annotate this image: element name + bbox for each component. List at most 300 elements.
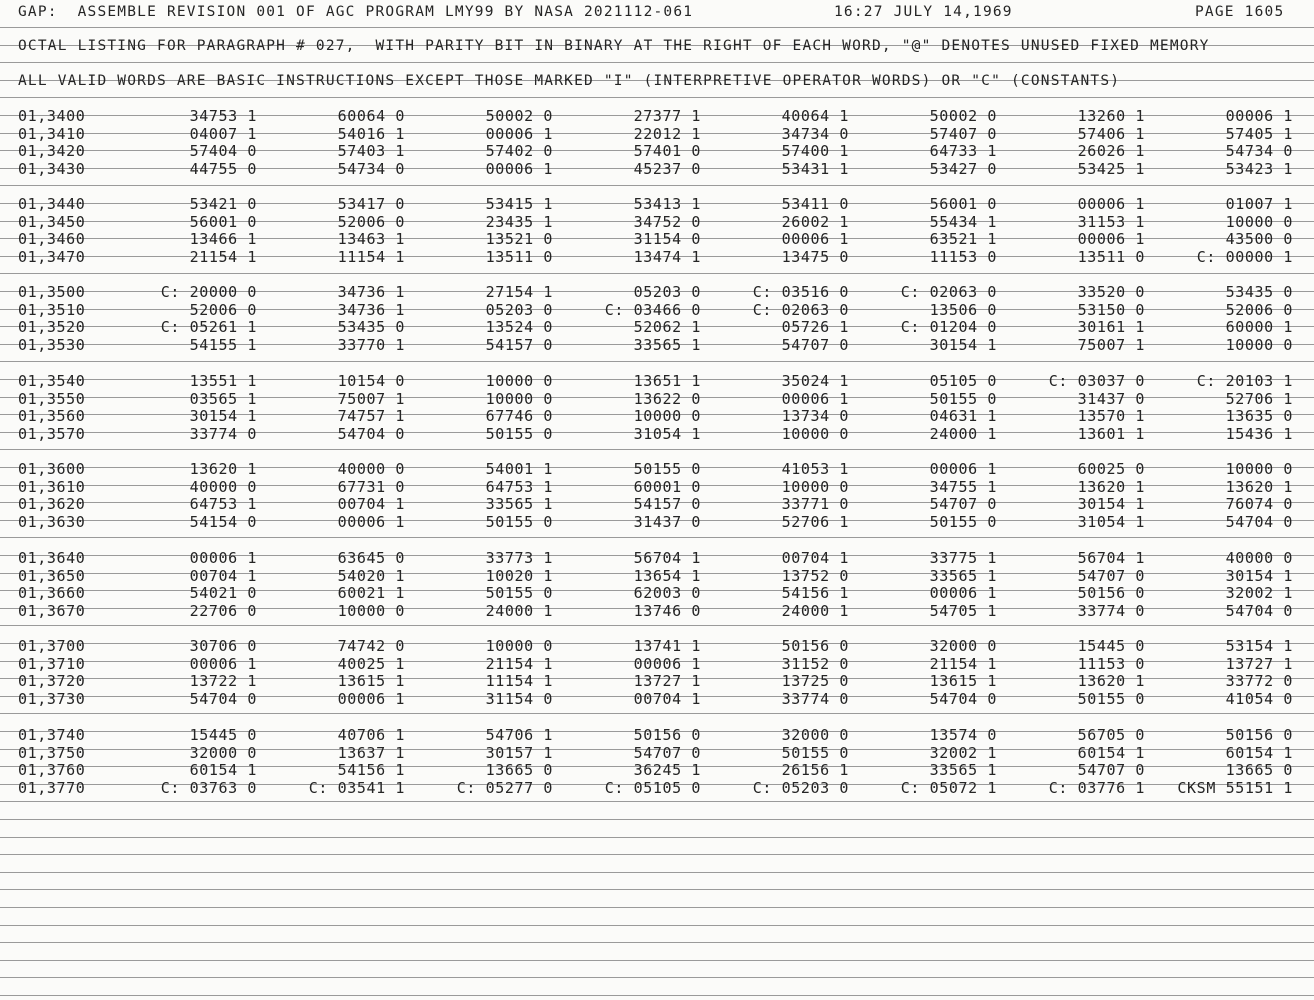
listing-word: 33775 1 — [929, 549, 997, 567]
listing-word: 40025 1 — [337, 655, 405, 673]
listing-word: 34752 0 — [633, 213, 701, 231]
listing-word: 53435 0 — [337, 318, 405, 336]
listing-word: 13601 1 — [1077, 425, 1145, 443]
listing-word: 60064 0 — [337, 107, 405, 125]
listing-word: 00006 1 — [485, 125, 553, 143]
listing-word: 54704 0 — [189, 690, 257, 708]
listing-word: 50155 0 — [1077, 690, 1145, 708]
listing-word: 10000 0 — [485, 637, 553, 655]
listing-word: 54707 0 — [929, 495, 997, 513]
listing-word: 50155 0 — [485, 425, 553, 443]
listing-address: 01,3650 — [18, 567, 86, 585]
listing-word: 33770 1 — [337, 336, 405, 354]
listing-word: 32002 1 — [929, 744, 997, 762]
listing-address: 01,3460 — [18, 230, 86, 248]
listing-word: C: 03466 0 — [604, 301, 701, 319]
listing-address: 01,3720 — [18, 672, 86, 690]
listing-word: 53413 1 — [633, 195, 701, 213]
listing-word: 54707 0 — [633, 744, 701, 762]
listing-word: 31153 1 — [1077, 213, 1145, 231]
paper-rule — [0, 995, 1314, 996]
header-title: GAP: ASSEMBLE REVISION 001 OF AGC PROGRAM LMY99 BY NASA 2021112-061 — [18, 4, 694, 20]
listing-address: 01,3630 — [18, 513, 86, 531]
listing-word: 50155 0 — [929, 390, 997, 408]
listing-word: 63645 0 — [337, 549, 405, 567]
listing-word: 50156 0 — [1225, 726, 1293, 744]
listing-word: C: 05277 0 — [456, 779, 553, 797]
listing-word: 57405 1 — [1225, 125, 1293, 143]
listing-word: 13734 0 — [781, 407, 849, 425]
header-notes: ALL VALID WORDS ARE BASIC INSTRUCTIONS EXCEPT THOSE MARKED "I" (INTERPRETIVE OPERATOR WORDS) OR "C" (CONSTANTS) — [18, 73, 1121, 89]
listing-address: 01,3410 — [18, 125, 86, 143]
listing-word: C: 03541 1 — [308, 779, 405, 797]
listing-word: 74742 0 — [337, 637, 405, 655]
listing-word: 00704 1 — [633, 690, 701, 708]
listing-word: 27377 1 — [633, 107, 701, 125]
listing-word: 04631 1 — [929, 407, 997, 425]
listing-word: 56001 0 — [189, 213, 257, 231]
listing-word: 05726 1 — [781, 318, 849, 336]
listing-word: 64733 1 — [929, 142, 997, 160]
paper-rule — [0, 907, 1314, 908]
listing-word: 10000 0 — [1225, 336, 1293, 354]
listing-word: 31437 0 — [633, 513, 701, 531]
listing-word: C: 02063 0 — [900, 283, 997, 301]
listing-word: 34755 1 — [929, 478, 997, 496]
listing-word: 35024 1 — [781, 372, 849, 390]
listing-address: 01,3510 — [18, 301, 86, 319]
listing-word: 30154 1 — [189, 407, 257, 425]
listing-word: 13570 1 — [1077, 407, 1145, 425]
listing-word: 60154 1 — [1077, 744, 1145, 762]
listing-address: 01,3660 — [18, 584, 86, 602]
listing-word: 21154 1 — [485, 655, 553, 673]
listing-word: 30157 1 — [485, 744, 553, 762]
listing-word: 57403 1 — [337, 142, 405, 160]
listing-word: 60000 1 — [1225, 318, 1293, 336]
listing-word: 33772 0 — [1225, 672, 1293, 690]
listing-address: 01,3530 — [18, 336, 86, 354]
listing-word: 62003 0 — [633, 584, 701, 602]
paper-rule — [0, 537, 1314, 538]
listing-word: 11153 0 — [929, 248, 997, 266]
listing-address: 01,3440 — [18, 195, 86, 213]
listing-word: 52006 0 — [1225, 301, 1293, 319]
listing-address: 01,3500 — [18, 283, 86, 301]
paper-rule — [0, 625, 1314, 626]
listing-word: 53421 0 — [189, 195, 257, 213]
listing-word: 50002 0 — [929, 107, 997, 125]
listing-word: 13665 0 — [485, 761, 553, 779]
listing-word: 13722 1 — [189, 672, 257, 690]
listing-address: 01,3550 — [18, 390, 86, 408]
listing-word: 13620 1 — [1225, 478, 1293, 496]
listing-word: 00006 1 — [189, 655, 257, 673]
listing-word: 75007 1 — [337, 390, 405, 408]
listing-word: 11154 1 — [485, 672, 553, 690]
listing-word: 50156 0 — [1077, 584, 1145, 602]
listing-word: 10000 0 — [485, 390, 553, 408]
listing-word: 13551 1 — [189, 372, 257, 390]
listing-word: 54156 1 — [337, 761, 405, 779]
listing-word: 57402 0 — [485, 142, 553, 160]
listing-word: 10000 0 — [633, 407, 701, 425]
listing-address: 01,3610 — [18, 478, 86, 496]
paper-rule — [0, 27, 1314, 28]
listing-word: C: 03037 0 — [1048, 372, 1145, 390]
listing-word: 10000 0 — [781, 478, 849, 496]
listing-word: 13651 1 — [633, 372, 701, 390]
listing-word: 54705 1 — [929, 602, 997, 620]
listing-word: 05203 0 — [485, 301, 553, 319]
listing-word: 54001 1 — [485, 460, 553, 478]
listing-word: 57406 1 — [1077, 125, 1145, 143]
listing-word: C: 05105 0 — [604, 779, 701, 797]
listing-word: 26156 1 — [781, 761, 849, 779]
listing-word: 50155 0 — [929, 513, 997, 531]
listing-word: 13524 0 — [485, 318, 553, 336]
paper-rule — [0, 273, 1314, 274]
listing-word: 13752 0 — [781, 567, 849, 585]
listing-word: 53427 0 — [929, 160, 997, 178]
listing-address: 01,3570 — [18, 425, 86, 443]
listing-word: 00704 1 — [337, 495, 405, 513]
listing-word: 23435 1 — [485, 213, 553, 231]
listing-word: 54704 0 — [929, 690, 997, 708]
listing-word: C: 03763 0 — [160, 779, 257, 797]
listing-word: 13620 1 — [1077, 672, 1145, 690]
listing-word: 00006 1 — [337, 513, 405, 531]
listing-word: C: 02063 0 — [752, 301, 849, 319]
listing-address: 01,3420 — [18, 142, 86, 160]
listing-address: 01,3770 — [18, 779, 86, 797]
paper-rule — [0, 942, 1314, 943]
paper-rule — [0, 960, 1314, 961]
listing-word: 54020 1 — [337, 567, 405, 585]
listing-word: 52706 1 — [1225, 390, 1293, 408]
listing-word: 32002 1 — [1225, 584, 1293, 602]
paper-rule — [0, 97, 1314, 98]
listing-word: 40000 0 — [189, 478, 257, 496]
listing-word: C: 20103 1 — [1196, 372, 1293, 390]
listing-word: 57401 0 — [633, 142, 701, 160]
listing-word: 27154 1 — [485, 283, 553, 301]
listing-word: 26002 1 — [781, 213, 849, 231]
listing-address: 01,3700 — [18, 637, 86, 655]
paper-rule — [0, 872, 1314, 873]
listing-word: C: 20000 0 — [160, 283, 257, 301]
listing-word: 50156 0 — [781, 637, 849, 655]
listing-word: 63521 1 — [929, 230, 997, 248]
listing-word: 56705 0 — [1077, 726, 1145, 744]
paper-rule — [0, 837, 1314, 838]
listing-word: C: 03776 1 — [1048, 779, 1145, 797]
listing-word: 32000 0 — [929, 637, 997, 655]
listing-word: 10020 1 — [485, 567, 553, 585]
listing-word: 50156 0 — [633, 726, 701, 744]
listing-word: 13635 0 — [1225, 407, 1293, 425]
listing-word: 53423 1 — [1225, 160, 1293, 178]
paper-rule — [0, 889, 1314, 890]
listing-word: 24000 1 — [929, 425, 997, 443]
listing-word: 60154 1 — [189, 761, 257, 779]
listing-word: 41053 1 — [781, 460, 849, 478]
paper-rule — [0, 62, 1314, 63]
listing-word: 15445 0 — [1077, 637, 1145, 655]
listing-word: 05203 0 — [633, 283, 701, 301]
listing-address: 01,3620 — [18, 495, 86, 513]
listing-word: 34734 0 — [781, 125, 849, 143]
listing-word: 40000 0 — [337, 460, 405, 478]
listing-word: 54154 0 — [189, 513, 257, 531]
listing-word: 52062 1 — [633, 318, 701, 336]
listing-word: 50155 0 — [633, 460, 701, 478]
listing-word: 40000 0 — [1225, 549, 1293, 567]
listing-address: 01,3670 — [18, 602, 86, 620]
listing-word: 13725 0 — [781, 672, 849, 690]
listing-address: 01,3470 — [18, 248, 86, 266]
listing-word: 32000 0 — [781, 726, 849, 744]
listing-word: 67746 0 — [485, 407, 553, 425]
listing-word: 00006 1 — [781, 390, 849, 408]
listing-word: 30154 1 — [929, 336, 997, 354]
listing-word: 13574 0 — [929, 726, 997, 744]
listing-word: 05105 0 — [929, 372, 997, 390]
listing-word: 60025 0 — [1077, 460, 1145, 478]
listing-word: 13475 0 — [781, 248, 849, 266]
listing-word: 13474 1 — [633, 248, 701, 266]
listing-word: 50002 0 — [485, 107, 553, 125]
listing-word: 00006 1 — [337, 690, 405, 708]
listing-word: 15436 1 — [1225, 425, 1293, 443]
listing-word: 13665 0 — [1225, 761, 1293, 779]
listing-word: 00006 1 — [781, 230, 849, 248]
listing-word: 13260 1 — [1077, 107, 1145, 125]
listing-word: 54704 0 — [1225, 513, 1293, 531]
listing-word: 53417 0 — [337, 195, 405, 213]
listing-word: 13622 0 — [633, 390, 701, 408]
listing-word: 45237 0 — [633, 160, 701, 178]
listing-word: 00704 1 — [781, 549, 849, 567]
listing-word: 54707 0 — [781, 336, 849, 354]
listing-word: 21154 1 — [189, 248, 257, 266]
paper-rule — [0, 977, 1314, 978]
listing-word: 74757 1 — [337, 407, 405, 425]
listing-word: 21154 1 — [929, 655, 997, 673]
listing-word: 41054 0 — [1225, 690, 1293, 708]
listing-word: 13615 1 — [337, 672, 405, 690]
listing-word: 13521 0 — [485, 230, 553, 248]
listing-word: 40706 1 — [337, 726, 405, 744]
listing-word: 56704 1 — [1077, 549, 1145, 567]
paper-rule — [0, 713, 1314, 714]
listing-word: 53411 0 — [781, 195, 849, 213]
listing-word: 53435 0 — [1225, 283, 1293, 301]
listing-word: C: 05261 1 — [160, 318, 257, 336]
listing-word: 13511 0 — [1077, 248, 1145, 266]
listing-word: 54706 1 — [485, 726, 553, 744]
listing-word: 36245 1 — [633, 761, 701, 779]
listing-word: 56001 0 — [929, 195, 997, 213]
paper-rule — [0, 449, 1314, 450]
listing-word: 60001 0 — [633, 478, 701, 496]
listing-word: 31152 0 — [781, 655, 849, 673]
listing-word: 57400 1 — [781, 142, 849, 160]
listing-word: 13506 0 — [929, 301, 997, 319]
listing-address: 01,3520 — [18, 318, 86, 336]
listing-word: 30161 1 — [1077, 318, 1145, 336]
listing-word: 54704 0 — [1225, 602, 1293, 620]
listing-address: 01,3740 — [18, 726, 86, 744]
listing-word: 60021 1 — [337, 584, 405, 602]
listing-word: 52706 1 — [781, 513, 849, 531]
listing-word: 33565 1 — [929, 567, 997, 585]
listing-word: C: 00000 1 — [1196, 248, 1293, 266]
listing-word: 13620 1 — [189, 460, 257, 478]
listing-word: 13466 1 — [189, 230, 257, 248]
listing-word: 54734 0 — [1225, 142, 1293, 160]
listing-word: 24000 1 — [485, 602, 553, 620]
listing-word: 00006 1 — [1077, 195, 1145, 213]
listing-word: 03565 1 — [189, 390, 257, 408]
paper-rule — [0, 854, 1314, 855]
listing-word: 75007 1 — [1077, 336, 1145, 354]
listing-word: C: 05072 1 — [900, 779, 997, 797]
listing-word: 00006 1 — [1077, 230, 1145, 248]
listing-word: 31054 1 — [633, 425, 701, 443]
listing-word: 54707 0 — [1077, 567, 1145, 585]
listing-word: 55434 1 — [929, 213, 997, 231]
listing-word: 54704 0 — [337, 425, 405, 443]
listing-word: 10000 0 — [1225, 460, 1293, 478]
listing-word: 15445 0 — [189, 726, 257, 744]
listing-word: 10000 0 — [337, 602, 405, 620]
listing-word: 13637 1 — [337, 744, 405, 762]
listing-word: 53415 1 — [485, 195, 553, 213]
listing-word: 33774 0 — [1077, 602, 1145, 620]
listing-word: 33565 1 — [929, 761, 997, 779]
listing-word: 22012 1 — [633, 125, 701, 143]
listing-word: 76074 0 — [1225, 495, 1293, 513]
listing-word: 64753 1 — [485, 478, 553, 496]
paper-rule — [0, 361, 1314, 362]
listing-word: 34736 1 — [337, 301, 405, 319]
listing-word: 31154 0 — [633, 230, 701, 248]
listing-word: CKSM 55151 1 — [1177, 779, 1293, 797]
listing-address: 01,3730 — [18, 690, 86, 708]
listing-word: 13463 1 — [337, 230, 405, 248]
listing-word: C: 03516 0 — [752, 283, 849, 301]
listing-word: 54157 0 — [633, 495, 701, 513]
listing-word: C: 01204 0 — [900, 318, 997, 336]
listing-word: 50155 0 — [781, 744, 849, 762]
paper-rule — [0, 801, 1314, 802]
listing-word: 11153 0 — [1077, 655, 1145, 673]
listing-word: 57404 0 — [189, 142, 257, 160]
listing-address: 01,3560 — [18, 407, 86, 425]
listing-word: 13727 1 — [1225, 655, 1293, 673]
listing-address: 01,3600 — [18, 460, 86, 478]
listing-word: 54157 0 — [485, 336, 553, 354]
listing-address: 01,3430 — [18, 160, 86, 178]
listing-word: 43500 0 — [1225, 230, 1293, 248]
listing-word: 33520 0 — [1077, 283, 1145, 301]
listing-word: 67731 0 — [337, 478, 405, 496]
listing-word: 00006 1 — [929, 460, 997, 478]
listing-word: 50155 0 — [485, 513, 553, 531]
listing-word: 04007 1 — [189, 125, 257, 143]
listing-word: 13654 1 — [633, 567, 701, 585]
listing-word: 54707 0 — [1077, 761, 1145, 779]
listing-word: 54021 0 — [189, 584, 257, 602]
listing-word: 33773 1 — [485, 549, 553, 567]
listing-word: 31437 0 — [1077, 390, 1145, 408]
listing-word: 30706 0 — [189, 637, 257, 655]
listing-word: 52006 0 — [337, 213, 405, 231]
listing-word: 60154 1 — [1225, 744, 1293, 762]
listing-word: 00006 1 — [485, 160, 553, 178]
listing-word: 34736 1 — [337, 283, 405, 301]
listing-word: 00006 1 — [633, 655, 701, 673]
listing-word: 10000 0 — [781, 425, 849, 443]
listing-address: 01,3540 — [18, 372, 86, 390]
listing-word: 22706 0 — [189, 602, 257, 620]
listing-word: 13620 1 — [1077, 478, 1145, 496]
listing-word: 32000 0 — [189, 744, 257, 762]
listing-word: 54156 1 — [781, 584, 849, 602]
listing-word: 57407 0 — [929, 125, 997, 143]
listing-word: 10000 0 — [1225, 213, 1293, 231]
listing-word: 64753 1 — [189, 495, 257, 513]
listing-word: 53150 0 — [1077, 301, 1145, 319]
listing-word: 54155 1 — [189, 336, 257, 354]
listing-word: 10000 0 — [485, 372, 553, 390]
listing-address: 01,3760 — [18, 761, 86, 779]
listing-word: 26026 1 — [1077, 142, 1145, 160]
paper-rule — [0, 185, 1314, 186]
listing-word: 33565 1 — [485, 495, 553, 513]
listing-word: 33774 0 — [781, 690, 849, 708]
header-page: PAGE 1605 — [1195, 4, 1285, 20]
listing-address: 01,3450 — [18, 213, 86, 231]
listing-word: 53154 1 — [1225, 637, 1293, 655]
listing-word: 53425 1 — [1077, 160, 1145, 178]
listing-word: 31154 0 — [485, 690, 553, 708]
listing-word: 00006 1 — [929, 584, 997, 602]
header-time: 16:27 JULY 14,1969 — [834, 4, 1013, 20]
listing-word: C: 05203 0 — [752, 779, 849, 797]
listing-word: 33774 0 — [189, 425, 257, 443]
listing-word: 30154 1 — [1077, 495, 1145, 513]
listing-word: 11154 1 — [337, 248, 405, 266]
listing-word: 13727 1 — [633, 672, 701, 690]
listing-word: 13741 1 — [633, 637, 701, 655]
listing-word: 30154 1 — [1225, 567, 1293, 585]
listing-word: 10154 0 — [337, 372, 405, 390]
listing-address: 01,3710 — [18, 655, 86, 673]
paper-rule — [0, 819, 1314, 820]
listing-word: 31054 1 — [1077, 513, 1145, 531]
listing-word: 54734 0 — [337, 160, 405, 178]
listing-word: 52006 0 — [189, 301, 257, 319]
listing-address: 01,3750 — [18, 744, 86, 762]
listing-word: 24000 1 — [781, 602, 849, 620]
listing-word: 13615 1 — [929, 672, 997, 690]
listing-word: 00006 1 — [189, 549, 257, 567]
listing-word: 33771 0 — [781, 495, 849, 513]
listing-word: 44755 0 — [189, 160, 257, 178]
listing-word: 53431 1 — [781, 160, 849, 178]
